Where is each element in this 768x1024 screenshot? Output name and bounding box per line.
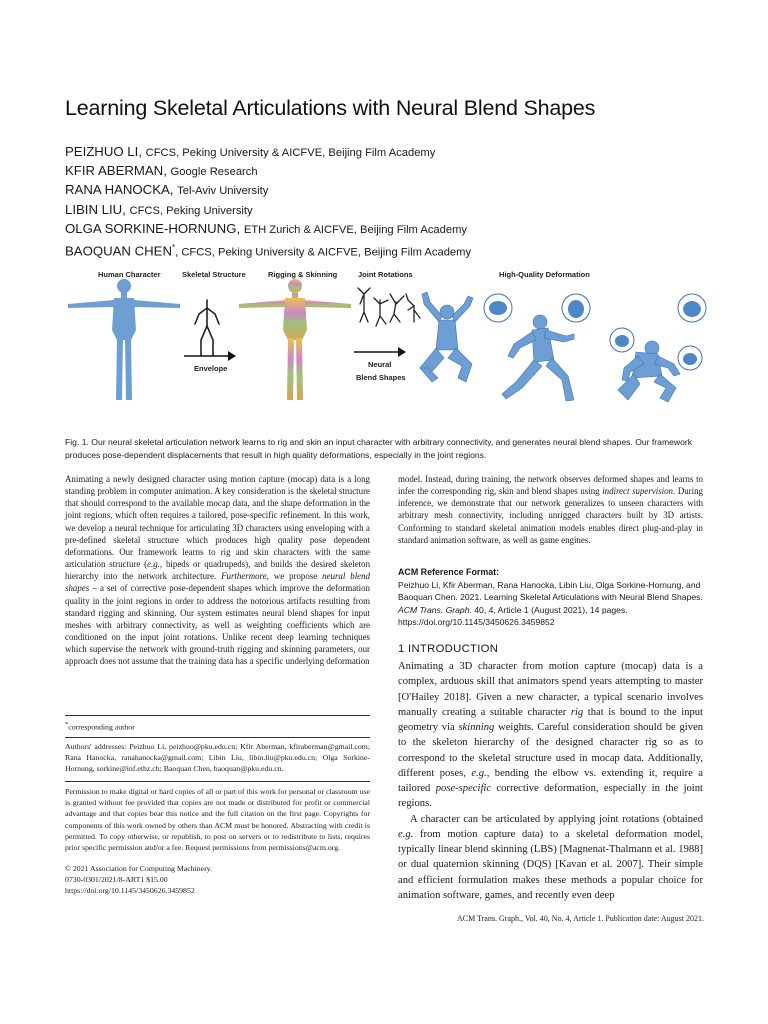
- emphasis: e.g.: [398, 828, 414, 840]
- label-joint-rotations: Joint Rotations: [358, 270, 413, 279]
- author-name: PEIZHUO LI,: [65, 144, 142, 159]
- emphasis: neural blend shapes: [65, 571, 370, 594]
- neural-blend-shapes-arrow: [354, 347, 406, 382]
- author-list: [65, 143, 715, 262]
- author-line: [65, 201, 715, 220]
- author-name: RANA HANOCKA,: [65, 182, 174, 198]
- emphasis: ACM Trans. Graph.: [398, 604, 472, 615]
- label-high-quality-deformation: High-Quality Deformation: [499, 270, 590, 279]
- page-footer: ACM Trans. Graph., Vol. 40, No. 4, Article 1. Publication date: August 2021.: [456, 914, 704, 923]
- abstract-left-column: Animating a newly designed character using motion capture (mocap) data is a long standing problem in computer animation. A key consideration is the skeletal structure that should correspond to the available mocap data, and the shape deformation in the joint regions, which often requires a tailored, pose-specific refinement. In this work, we develop a neural technique for articulating 3D characters using enveloping with a pre-defined skeletal structure which produces high quality pose dependent deformations. Our framework learns to rig and skin characters with the same articulation structure (e.g., bipeds or quadrupeds), and builds the desired skeleton hierarchy into the network architecture. Furthermore, we propose neural blend shapes – a set of corrective pose-dependent shapes which improve the deformation quality in the joint regions in order to address the notorious artifacts resulting from standard rigging and skinning. Our system estimates neural blend shapes for input meshes with arbitrary connectivity, as well as weighting coefficients which are conditioned on the input joint rotations. Unlike recent deep learning techniques which supervise the network with ground-truth rigging and skinning parameters, our approach does not assume that the training data has a specific underlying deformation: [65, 474, 371, 667]
- author-line: [65, 181, 715, 200]
- deformed-pose-lunge: [502, 315, 574, 401]
- joint-rotation-skeletons-icon: [358, 288, 420, 326]
- emphasis: e.g.: [147, 559, 160, 570]
- envelope-arrow: [184, 351, 236, 373]
- intro-paragraph: Animating a 3D character from motion capture (mocap) data is a complex, arduous skill that animators spend years attempting to master [O'Hailey 2018]. Given a new character, a typical scenario involves manually creating a suitable character rig that is bound to the input geometry via skinning weights. Careful consideration should be given to the skeleton hierarchy of the designed character rig so as to correspond to the skeletal structure used in mocap data. Additionally, different poses, e.g., bending the elbow vs. extending it, require a tailored pose-specific corrective deformation, especially in the joint regions.: [398, 661, 704, 810]
- author-affiliation: CFCS, Peking University & AICFVE, Beijing Film Academy: [145, 147, 436, 159]
- doi-line: https://doi.org/10.1145/3450626.3459852: [65, 886, 195, 895]
- emphasis: pose-specific: [435, 783, 492, 794]
- label-envelope: Envelope: [194, 364, 228, 373]
- author-name: BAOQUAN CHEN: [65, 243, 172, 259]
- paper-title: Learning Skeletal Articulations with Neural Blend Shapes: [65, 96, 596, 120]
- figure-caption: Fig. 1. Our neural skeletal articulation network learns to rig and skin an input character with arbitrary connectivity, and generates neural blend shapes. Our framework produces pose-dependent displacements that result in high quality deformations, especially in the joint regions.: [65, 437, 693, 460]
- human-character-mesh: [68, 279, 180, 400]
- label-rigging-skinning: Rigging & Skinning: [268, 270, 338, 279]
- footnote-rule: [65, 737, 370, 738]
- introduction-text: [398, 659, 703, 903]
- label-skeletal-structure: Skeletal Structure: [182, 270, 246, 279]
- permissions-notice: Permission to make digital or hard copies of all or part of this work for personal or classroom use is granted without fee provided that copies are not made or distributed for profit or commercial advantage and that copies bear this notice and the full citation on the first page. Copyrights for components of this work owned by others than ACM must be honored. Abstracting with credit is permitted. To copy otherwise, or republish, to post on servers or to redistribute to lists, requires prior specific permission and/or a fee. Request permissions from permissions@acm.org.: [65, 787, 370, 853]
- author-line: [65, 162, 715, 181]
- teaser-figure-graphic: [62, 264, 707, 424]
- author-line: [65, 239, 715, 262]
- intro-paragraph: A character can be articulated by applying joint rotations (obtained e.g. from motion capture data) to a skeletal deformation model, typically linear blend skinning (LBS) [Magnenat-Thalmann et al. 1988] or dual quaternion skinning (DQS) [Kavan et al. 2007]. Their simple and efficient formulation makes these methods a popular choice for animation software, games, and recently even deep: [398, 813, 703, 901]
- author-affiliation: Tel-Aviv University: [177, 185, 269, 198]
- abstract-right-column: model. Instead, during training, the network observes deformed shapes and learns to infer the corresponding rig, skin and blend shapes using indirect supervision. During inference, we demonstrate that our network generalizes to unseen characters with arbitrary mesh connectivity, including unrigged characters built by 3D artists. Conforming to standard skeletal animation models enables direct plug-and-play in standard animation software, as well as game engines.: [398, 474, 703, 545]
- emphasis: skinning: [458, 722, 495, 733]
- zoom-insets: [484, 294, 706, 370]
- deformed-pose-kneeling: [420, 292, 473, 382]
- emphasis: e.g.: [471, 767, 487, 779]
- label-human-character: Human Character: [98, 270, 161, 279]
- label-blend-shapes: Blend Shapes: [356, 373, 406, 382]
- corresponding-author-footnote: [65, 721, 135, 732]
- author-name: KFIR ABERMAN,: [65, 163, 167, 179]
- author-affiliation: CFCS, Peking University: [129, 204, 253, 217]
- footnote-rule: [65, 781, 370, 782]
- zoom-inset-details: [489, 300, 701, 365]
- rigged-character-mesh: [239, 279, 351, 400]
- copyright-block: [65, 863, 370, 896]
- emphasis: rig: [570, 706, 584, 718]
- acm-reference-heading: ACM Reference Format:: [398, 567, 500, 577]
- section-heading-introduction: 1 INTRODUCTION: [398, 643, 499, 655]
- label-neural: Neural: [368, 360, 392, 369]
- author-name: OLGA SORKINE-HORNUNG,: [65, 220, 241, 236]
- author-line: [65, 220, 715, 239]
- footnote-text: corresponding author: [68, 722, 135, 732]
- teaser-figure: [62, 264, 707, 424]
- author-name: LIBIN LIU,: [65, 201, 126, 217]
- corresponding-mark: *: [171, 243, 176, 253]
- author-affiliation: ETH Zurich & AICFVE, Beijing Film Academy: [243, 223, 468, 236]
- author-affiliation: Google Research: [170, 166, 258, 179]
- author-addresses: Authors' addresses: Peizhuo Li, peizhuo@pku.edu.cn; Kfir Aberman, kfiraberman@gmail.com; Rana Hanocka, ranahanocka@gmail.com; Libin Liu, libin.liu@pku.edu.cn; Olga Sorkine-Hornung, sorkine@inf.ethz.ch; Baoquan Chen, baoquan@pku.edu.cn.: [65, 742, 370, 773]
- issn-line: 0730-0301/2021/8-ART1 $15.00: [65, 875, 168, 884]
- footnote-mark: *: [65, 721, 69, 728]
- footnote-rule: [65, 715, 370, 716]
- emphasis: Furthermore: [221, 571, 267, 582]
- skeleton-icon: [195, 300, 219, 356]
- acm-reference-body: Peizhuo Li, Kfir Aberman, Rana Hanocka, Libin Liu, Olga Sorkine-Hornung, and Baoquan Chen. 2021. Learning Skeletal Articulations with Neural Blend Shapes. ACM Trans. Graph. 40, 4, Article 1 (August 2021), 14 pages. https://doi.org/10.1145/3450626.3459852: [398, 580, 703, 627]
- author-affiliation: , CFCS, Peking University & AICFVE, Beijing Film Academy: [175, 246, 472, 259]
- author-line: [65, 143, 715, 162]
- emphasis: indirect supervision: [602, 486, 673, 497]
- copyright-line: © 2021 Association for Computing Machinery.: [65, 864, 213, 873]
